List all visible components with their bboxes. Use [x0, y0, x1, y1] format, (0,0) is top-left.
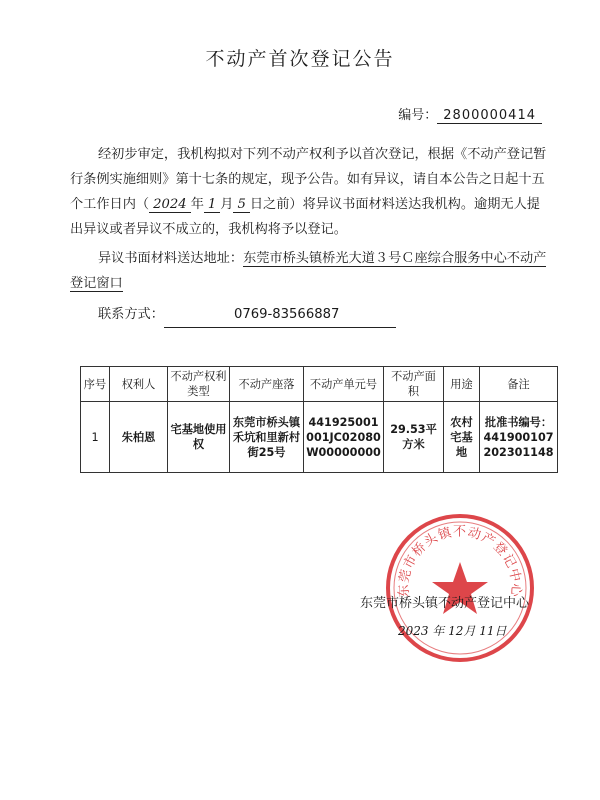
svg-text:东莞市桥头镇不动产登记中心: 东莞市桥头镇不动产登记中心 [396, 524, 524, 598]
address-label: 异议书面材料送达地址： [98, 251, 244, 266]
cell-owner: 朱柏恩 [110, 402, 168, 473]
header-usage: 用途 [444, 367, 480, 402]
cell-remark: 批准书编号：441900107202301148 [480, 402, 558, 473]
doc-number-label: 编号： [398, 108, 438, 123]
page-title: 不动产首次登记公告 [205, 48, 395, 70]
issue-date: 2023 年 12月 11日 [398, 624, 507, 638]
cell-location: 东莞市桥头镇禾坑和里新村街25号 [230, 402, 304, 473]
paragraph-part2: 日之前）将异议书面材料送达我机构。逾期无人提出异议或者异议不成立的，我机构将予以登记。 [70, 197, 540, 237]
cell-usage: 农村宅基地 [444, 402, 480, 473]
header-right-type: 不动产权利类型 [168, 367, 230, 402]
header-no: 序号 [81, 367, 110, 402]
announcement-body [70, 142, 550, 341]
header-unit-no: 不动产单元号 [304, 367, 384, 402]
header-location: 不动产座落 [230, 367, 304, 402]
objection-address [70, 246, 550, 296]
issuing-authority: 东莞市桥头镇不动产登记中心 [360, 596, 530, 611]
header-owner: 权利人 [110, 367, 168, 402]
cell-right-type: 宅基地使用权 [168, 402, 230, 473]
contact-label: 联系方式： [98, 307, 164, 322]
doc-number-value: 2800000414 [437, 108, 542, 124]
official-seal-icon [384, 512, 536, 664]
header-area: 不动产面积 [384, 367, 444, 402]
paragraph-part1: 经初步审定，我机构拟对下列不动产权利予以首次登记，根据《不动产登记暂行条例实施细则》第十七条的规定，现予公告。如有异议，请自本公告之日起十五个工作日内（ [70, 147, 547, 212]
deadline-year: 2024 [149, 197, 191, 213]
registration-table [80, 366, 558, 473]
year-unit: 年 [190, 197, 204, 212]
month-unit: 月 [220, 197, 234, 212]
contact-info [70, 302, 550, 328]
deadline-month: 1 [204, 197, 220, 213]
contact-phone: 0769-83566887 [164, 302, 396, 328]
address-value: 东莞市桥头镇桥光大道３号Ｃ座综合服务中心不动产登记窗口 [70, 251, 547, 291]
cell-no: 1 [81, 402, 110, 473]
cell-unit-no: 441925001001JC02080W00000000 [304, 402, 384, 473]
header-remark: 备注 [480, 367, 558, 402]
deadline-day: 5 [233, 197, 249, 213]
announcement-paragraph [70, 142, 550, 242]
table-row [81, 402, 558, 473]
cell-area: 29.53平方米 [384, 402, 444, 473]
document-number [398, 104, 542, 124]
table-header-row [81, 367, 558, 402]
